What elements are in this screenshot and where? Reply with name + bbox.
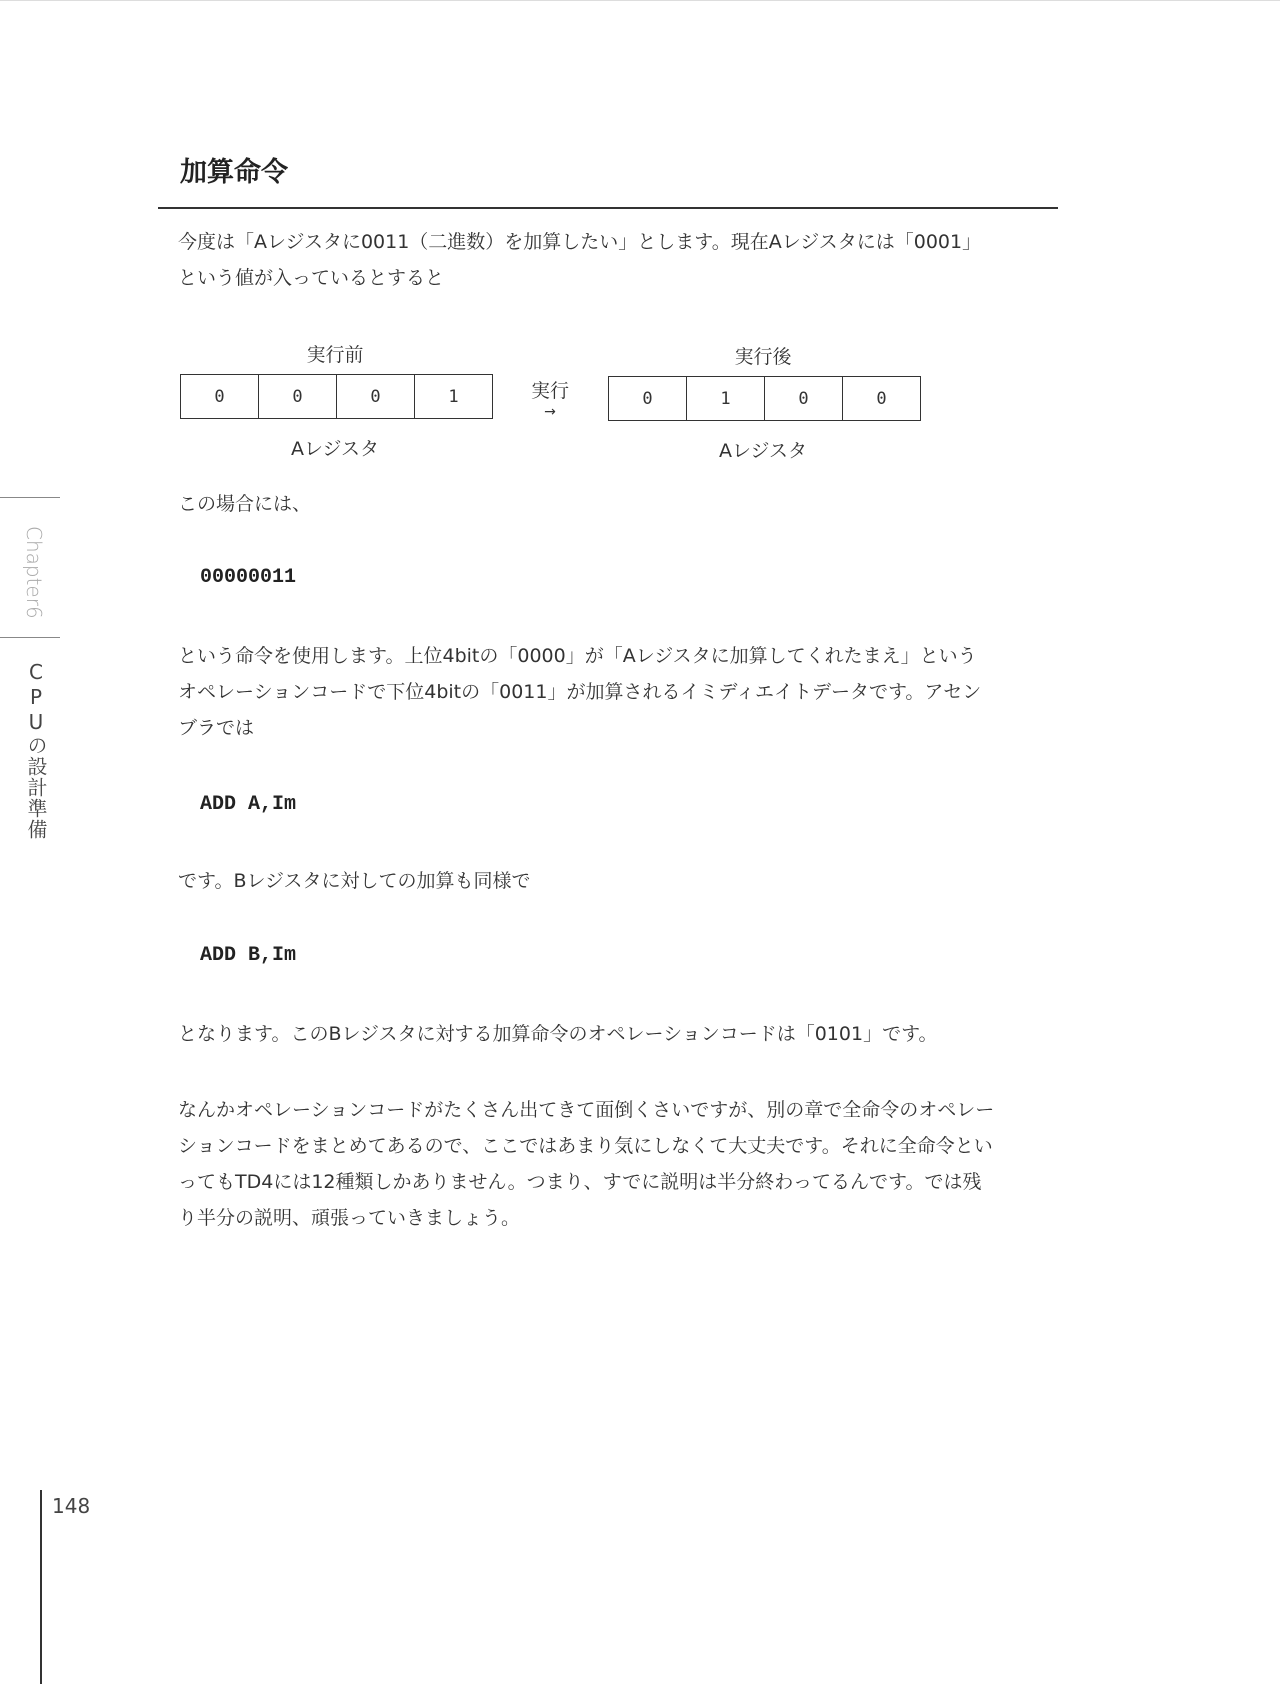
text-line: なんかオペレーションコードがたくさん出てきて面倒くさいですが、別の章で全命令のオペレー xyxy=(178,1099,995,1121)
before-label: 実行前 xyxy=(306,344,364,366)
chapter-title: CPUの設計準備 xyxy=(24,660,48,840)
sidebar-divider xyxy=(0,497,60,498)
code-assembly: ADD A,Im xyxy=(200,793,297,816)
top-edge xyxy=(0,0,1280,1)
bit-cell: 1 xyxy=(448,386,459,407)
paragraph: となります。このBレジスタに対する加算命令のオペレーションコードは「0101」です。 xyxy=(178,1023,938,1045)
sidebar-divider xyxy=(0,637,60,638)
bit-cell: 0 xyxy=(876,388,887,409)
paragraph-intro xyxy=(178,224,1068,296)
bit-cell: 0 xyxy=(337,375,415,418)
bit-cell: 0 xyxy=(609,377,687,420)
paragraph xyxy=(178,638,1068,746)
text-line: ブラでは xyxy=(178,717,255,739)
section-heading: 加算命令 xyxy=(180,157,288,188)
bit-cell: 0 xyxy=(181,375,259,418)
paragraph xyxy=(178,1092,1068,1236)
text-line: という命令を使用します。上位4bitの「0000」が「Aレジスタに加算してくれたまえ」という xyxy=(178,645,977,667)
after-label: 実行後 xyxy=(734,346,792,368)
execute-label: 実行 xyxy=(530,380,569,402)
paragraph: です。Bレジスタに対しての加算も同様で xyxy=(178,870,531,892)
register-label-right: Aレジスタ xyxy=(719,440,807,462)
text-line: り半分の説明、頑張っていきましょう。 xyxy=(178,1207,521,1229)
page-number: 148 xyxy=(52,1494,91,1518)
text-line: 今度は「Aレジスタに0011（二進数）を加算したい」とします。現在Aレジスタには「0001」 xyxy=(178,231,982,253)
code-machine: 00000011 xyxy=(200,566,297,589)
text-line: ってもTD4には12種類しかありません。つまり、すでに説明は半分終わってるんです。では残 xyxy=(178,1171,982,1193)
heading-rule xyxy=(158,207,1058,209)
register-before xyxy=(180,374,493,419)
bit-cell: 1 xyxy=(687,377,765,420)
register-label-left: Aレジスタ xyxy=(291,438,379,460)
register-after xyxy=(608,376,921,421)
code-assembly: ADD B,Im xyxy=(200,944,297,967)
chapter-label: Chapter6 xyxy=(22,526,46,619)
arrow-right-icon: → xyxy=(544,404,556,420)
execute-arrow xyxy=(528,376,572,421)
bit-cell: 0 xyxy=(765,377,843,420)
paragraph: この場合には、 xyxy=(178,493,312,515)
text-line: ションコードをまとめてあるので、ここではあまり気にしなくて大丈夫です。それに全命令とい xyxy=(178,1135,993,1157)
page-number-bar xyxy=(40,1490,42,1684)
text-line: オペレーションコードで下位4bitの「0011」が加算されるイミディエイトデータです。アセン xyxy=(178,681,982,703)
bit-cell: 0 xyxy=(259,375,337,418)
text-line: という値が入っているとすると xyxy=(178,267,445,289)
